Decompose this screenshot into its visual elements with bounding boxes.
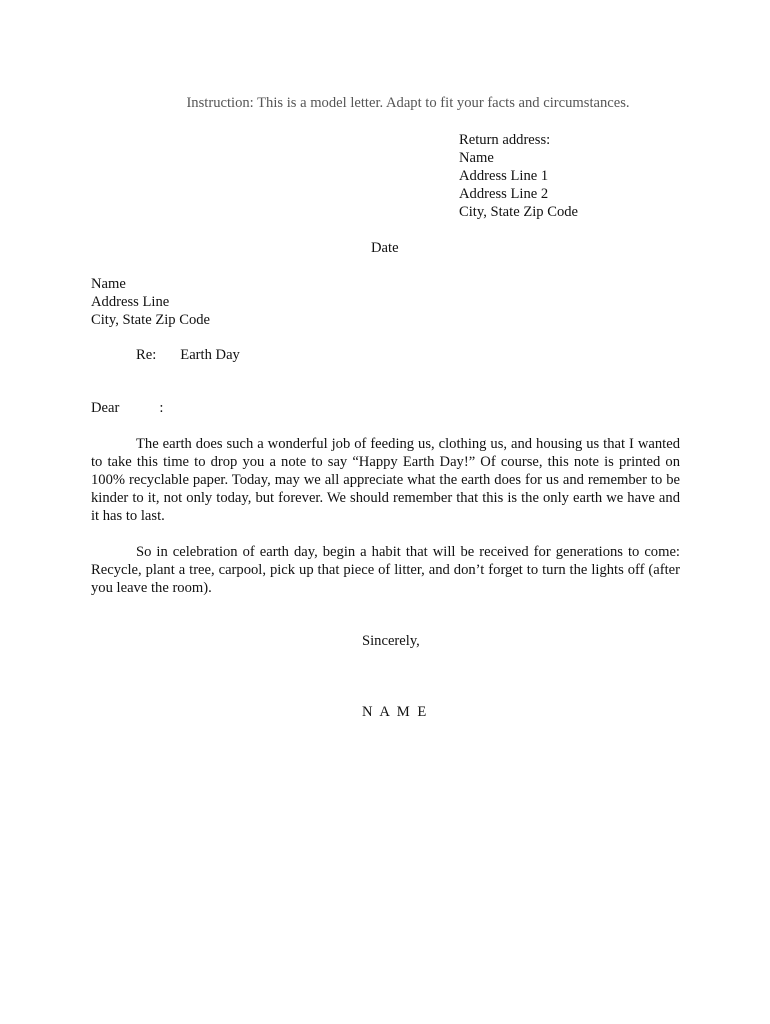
instruction-note: Instruction: This is a model letter. Adapt to fit your facts and circumstances.	[186, 95, 630, 111]
return-address-name: Name	[459, 150, 494, 166]
closing: Sincerely,	[362, 633, 420, 649]
return-address-block	[459, 131, 578, 221]
re-label: Re:	[136, 347, 157, 363]
recipient-address-block	[91, 275, 210, 329]
return-address-heading: Return address:	[459, 132, 551, 148]
salutation-colon: :	[159, 400, 164, 416]
return-address-line-2: Address Line 2	[459, 186, 549, 202]
salutation	[91, 399, 163, 417]
return-address-city-state-zip: City, State Zip Code	[459, 204, 579, 220]
salutation-dear: Dear	[91, 400, 120, 416]
re-line	[136, 346, 240, 364]
body-paragraph-2: So in celebration of earth day, begin a habit that will be received for generations to come: Recycle, plant a tree, carpool, pick up that piece of litter, and don’t forget to turn the lights off (after you leave the room).	[91, 544, 680, 596]
recipient-address-line: Address Line	[91, 294, 170, 310]
recipient-name: Name	[91, 276, 126, 292]
letter-date: Date	[371, 240, 399, 256]
recipient-city-state-zip: City, State Zip Code	[91, 312, 211, 328]
signature-name: N A M E	[362, 704, 429, 720]
body-paragraph-1: The earth does such a wonderful job of feeding us, clothing us, and housing us that I wanted to take this time to drop you a note to say “Happy Earth Day!” Of course, this note is printed on 100% recyclable paper. Today, may we all appreciate what the earth does for us and remember to be kinder to it, not only today, but forever. We should remember that this is the only earth we have and it has to last.	[91, 436, 680, 524]
re-subject: Earth Day	[180, 347, 240, 363]
return-address-line-1: Address Line 1	[459, 168, 549, 184]
